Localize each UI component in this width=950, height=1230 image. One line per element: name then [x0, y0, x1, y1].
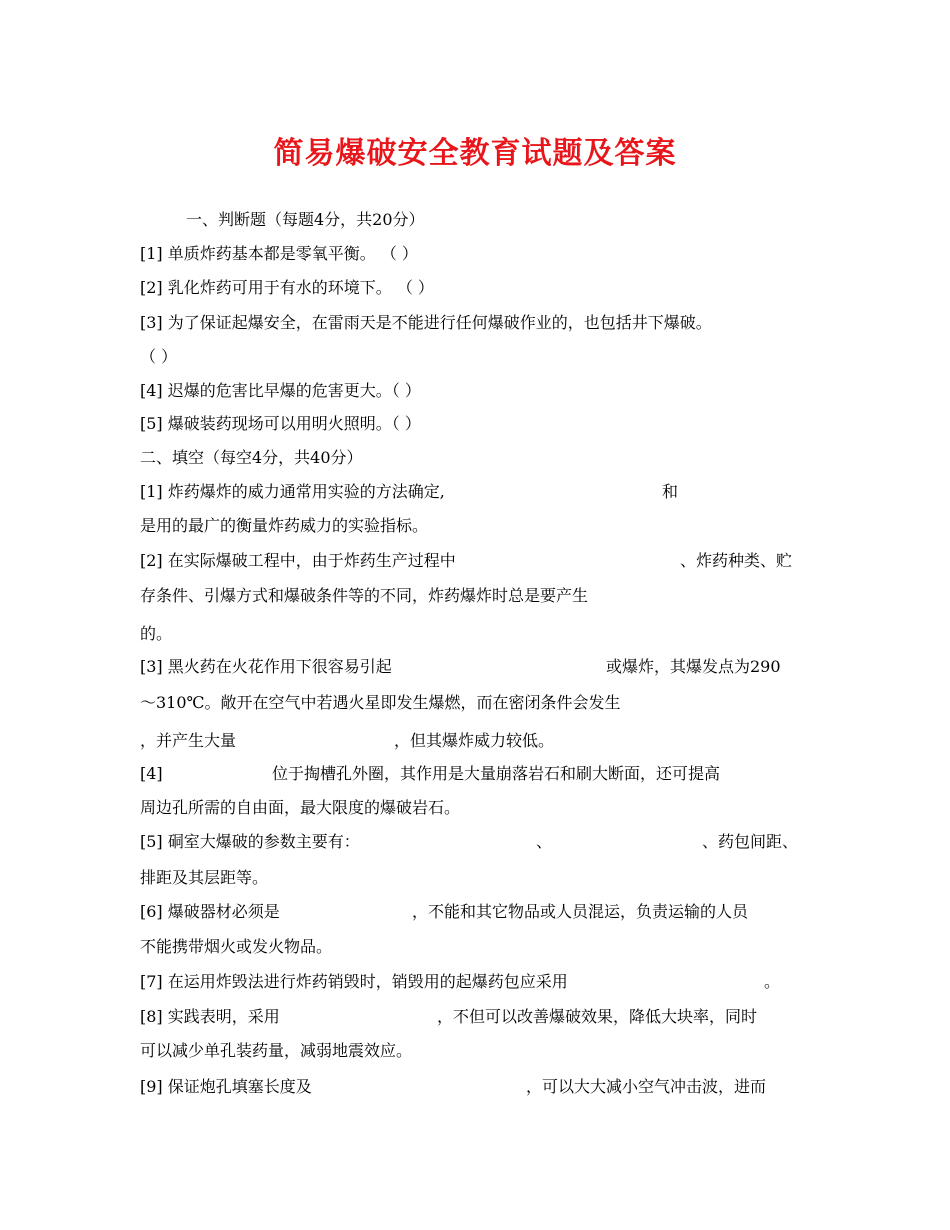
question-line: [3] 为了保证起爆安全，在雷雨天是不能进行任何爆破作业的，也包括井下爆破。 — [140, 313, 712, 332]
section-heading-fill-blank: 二、填空（每空4分，共40分） — [140, 448, 363, 467]
question-line: 可以减少单孔装药量，减弱地震效应。 — [140, 1041, 413, 1060]
question-line: 周边孔所需的自由面，最大限度的爆破岩石。 — [140, 798, 461, 817]
question-text: 。 — [764, 972, 781, 991]
question-line: 不能携带烟火或发火物品。 — [140, 937, 333, 956]
question-text: [5] 硐室大爆破的参数主要有： — [140, 832, 360, 851]
question-line: [1] 单质炸药基本都是零氧平衡。 （ ） — [140, 244, 418, 263]
question-text: [9] 保证炮孔填塞长度及 — [140, 1077, 312, 1096]
question-line: 存条件、引爆方式和爆破条件等的不同，炸药爆炸时总是要产生 — [140, 586, 589, 605]
question-line: ～310℃。敞开在空气中若遇火星即发生爆燃，而在密闭条件会发生 — [140, 693, 621, 712]
question-text: 位于掏槽孔外圈，其作用是大量崩落岩石和刷大断面，还可提高 — [272, 764, 721, 783]
section-heading-true-false: 一、判断题（每题4分，共20分） — [186, 210, 425, 229]
question-text: 、药包间距、 — [702, 832, 799, 851]
question-text: [2] 在实际爆破工程中，由于炸药生产过程中 — [140, 551, 456, 570]
question-text: [7] 在运用炸毁法进行炸药销毁时，销毁用的起爆药包应采用 — [140, 972, 568, 991]
question-text: ，但其爆炸威力较低。 — [394, 731, 555, 750]
question-line: [4] 迟爆的危害比早爆的危害更大。（ ） — [140, 381, 421, 400]
question-text: 和 — [662, 482, 679, 501]
question-text: [4] — [140, 764, 163, 783]
question-text: ，可以大大减小空气冲击波，进而 — [526, 1077, 767, 1096]
question-text: [6] 爆破器材必须是 — [140, 902, 280, 921]
question-line: 的。 — [140, 624, 173, 643]
question-text: ，并产生大量 — [140, 731, 237, 750]
question-line: [2] 乳化炸药可用于有水的环境下。 （ ） — [140, 278, 434, 297]
question-text: 或爆炸，其爆发点为290 — [606, 657, 781, 676]
question-text: 、炸药种类、贮 — [680, 551, 793, 570]
question-line: [5] 爆破装药现场可以用明火照明。（ ） — [140, 414, 421, 433]
question-text: [8] 实践表明，采用 — [140, 1007, 280, 1026]
question-line: 是用的最广的衡量炸药威力的实验指标。 — [140, 516, 429, 535]
question-line: 排距及其层距等。 — [140, 868, 269, 887]
question-text: [1] 炸药爆炸的威力通常用实验的方法确定, — [140, 482, 445, 501]
question-text: ，不但可以改善爆破效果，降低大块率，同时 — [437, 1007, 758, 1026]
question-line: （ ） — [140, 347, 178, 366]
question-text: 、 — [536, 832, 553, 851]
question-text: [3] 黑火药在火花作用下很容易引起 — [140, 657, 392, 676]
document-title: 简易爆破安全教育试题及答案 — [273, 136, 677, 171]
question-text: ，不能和其它物品或人员混运，负责运输的人员 — [412, 902, 749, 921]
